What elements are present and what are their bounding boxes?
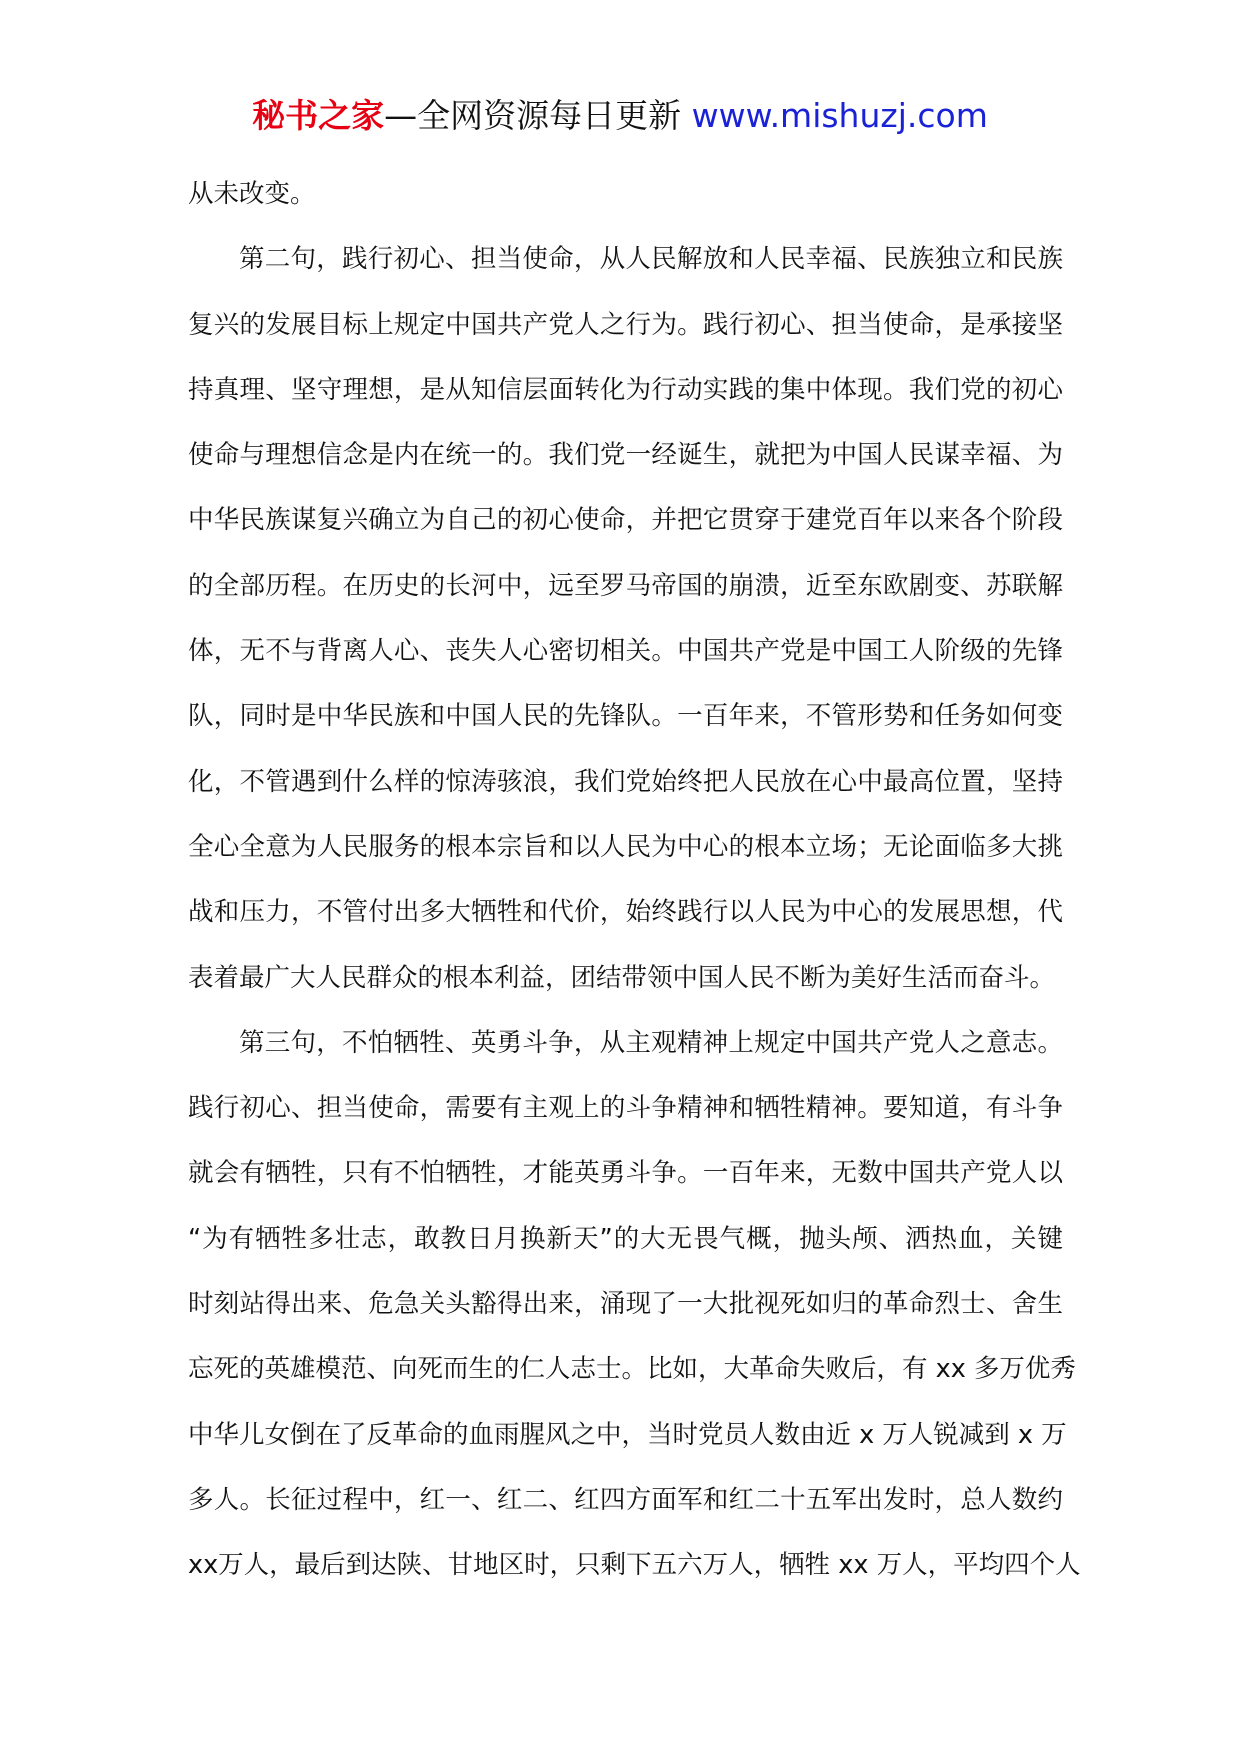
text-line: 从未改变。 [188,179,316,209]
text-line: xx万人，最后到达陕、甘地区时，只剩下五六万人，牺牲 xx 万人，平均四个人 [188,1550,1081,1581]
text-line: 战和压力，不管付出多大牺牲和代价，始终践行以人民为中心的发展思想，代 [188,897,1063,928]
text-line: “为有牺牲多壮志，敢教日月换新天”的大无畏气概，抛头颅、洒热血，关键 [188,1223,1063,1254]
text-line: 中华民族谋复兴确立为自己的初心使命，并把它贯穿于建党百年以来各个阶段 [188,505,1063,536]
text-line: 复兴的发展目标上规定中国共产党人之行为。践行初心、担当使命，是承接坚 [188,309,1063,340]
text-line: 第三句，不怕牺牲、英勇斗争，从主观精神上规定中国共产党人之意志。 [239,1027,1063,1058]
text-line: 体，无不与背离人心、丧失人心密切相关。中国共产党是中国工人阶级的先锋 [188,636,1063,667]
text-line: 中华儿女倒在了反革命的血雨腥风之中，当时党员人数由近 x 万人锐减到 x 万 [188,1419,1067,1450]
website-url[interactable]: www.mishuzj.com [691,96,988,135]
text-line: 时刻站得出来、危急关头豁得出来，涌现了一大批视死如归的革命烈士、舍生 [188,1289,1063,1320]
text-line: 多人。长征过程中，红一、红二、红四方面军和红二十五军出发时，总人数约 [188,1484,1063,1515]
page-header [0,96,1240,136]
text-line: 忘死的英雄模范、向死而生的仁人志士。比如，大革命失败后，有 xx 多万优秀 [188,1354,1076,1385]
text-line: 持真理、坚守理想，是从知信层面转化为行动实践的集中体现。我们党的初心 [188,374,1063,405]
text-line: 就会有牺牲，只有不怕牺牲，才能英勇斗争。一百年来，无数中国共产党人以 [188,1158,1063,1189]
text-line: 的全部历程。在历史的长河中，远至罗马帝国的崩溃，近至东欧剧变、苏联解 [188,570,1063,601]
text-line: 践行初心、担当使命，需要有主观上的斗争精神和牺牲精神。要知道，有斗争 [188,1093,1063,1124]
text-line: 全心全意为人民服务的根本宗旨和以人民为中心的根本立场；无论面临多大挑 [188,831,1063,862]
header-slogan: —全网资源每日更新 [384,96,692,135]
text-line: 表着最广大人民群众的根本利益，团结带领中国人民不断为美好生活而奋斗。 [188,962,1056,993]
text-line: 化，不管遇到什么样的惊涛骇浪，我们党始终把人民放在心中最高位置，坚持 [188,766,1063,797]
document-body [188,162,1081,1599]
text-line: 使命与理想信念是内在统一的。我们党一经诞生，就把为中国人民谋幸福、为 [188,440,1063,471]
text-line: 第二句，践行初心、担当使命，从人民解放和人民幸福、民族独立和民族 [239,244,1063,275]
text-line: 队，同时是中华民族和中国人民的先锋队。一百年来，不管形势和任务如何变 [188,701,1063,732]
brand-name: 秘书之家 [252,96,385,135]
